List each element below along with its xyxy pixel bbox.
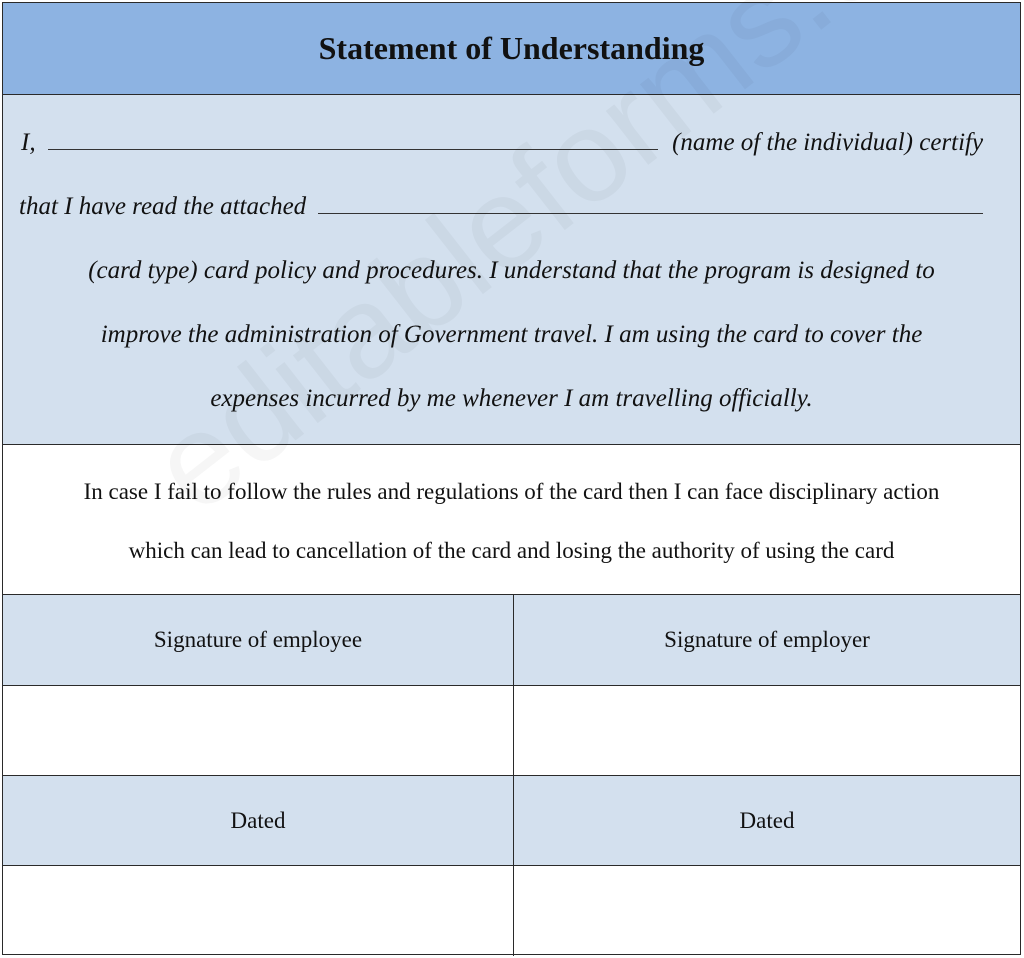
statement-section: [3, 95, 1020, 445]
signature-employer-field[interactable]: [514, 686, 1020, 775]
dated-employee-label: Dated: [230, 807, 286, 833]
dated-employee-header: [3, 776, 513, 865]
statement-prefix-i: I,: [21, 129, 36, 156]
date-employer-field[interactable]: [514, 866, 1020, 954]
card-type-field[interactable]: [318, 213, 983, 214]
statement-line-3: (card type) card policy and procedures. I understand that the program is designed to: [88, 257, 935, 284]
statement-line-2: [19, 193, 983, 221]
statement-line-5: expenses incurred by me whenever I am travelling officially.: [210, 385, 813, 412]
notice-line-1: In case I fail to follow the rules and regulations of the card then I can face disciplinary action: [83, 479, 940, 504]
notice-line-2: which can lead to cancellation of the card and losing the authority of using the card: [128, 538, 895, 563]
statement-name-label: (name of the individual) certify: [672, 129, 984, 156]
dated-employer-label: Dated: [739, 807, 795, 833]
individual-name-field[interactable]: [48, 149, 658, 150]
statement-attached-text: that I have read the attached: [19, 193, 307, 220]
statement-line-4: improve the administration of Government travel. I am using the card to cover the: [100, 321, 923, 348]
date-employee-field[interactable]: [3, 866, 513, 954]
signature-employer-header: [514, 595, 1020, 685]
dated-employer-header: [514, 776, 1020, 865]
form-title: Statement of Understanding: [3, 3, 1020, 95]
signature-employee-header: [3, 595, 513, 685]
statement-form: [2, 2, 1021, 955]
notice-section: [3, 445, 1020, 595]
table-divider-3: [3, 865, 1020, 866]
table-divider-2: [3, 775, 1020, 776]
table-divider-1: [3, 685, 1020, 686]
signature-employer-label: Signature of employer: [664, 627, 870, 652]
signature-employee-field[interactable]: [3, 686, 513, 775]
signature-employee-label: Signature of employee: [153, 627, 363, 652]
statement-line-1: [21, 129, 983, 157]
